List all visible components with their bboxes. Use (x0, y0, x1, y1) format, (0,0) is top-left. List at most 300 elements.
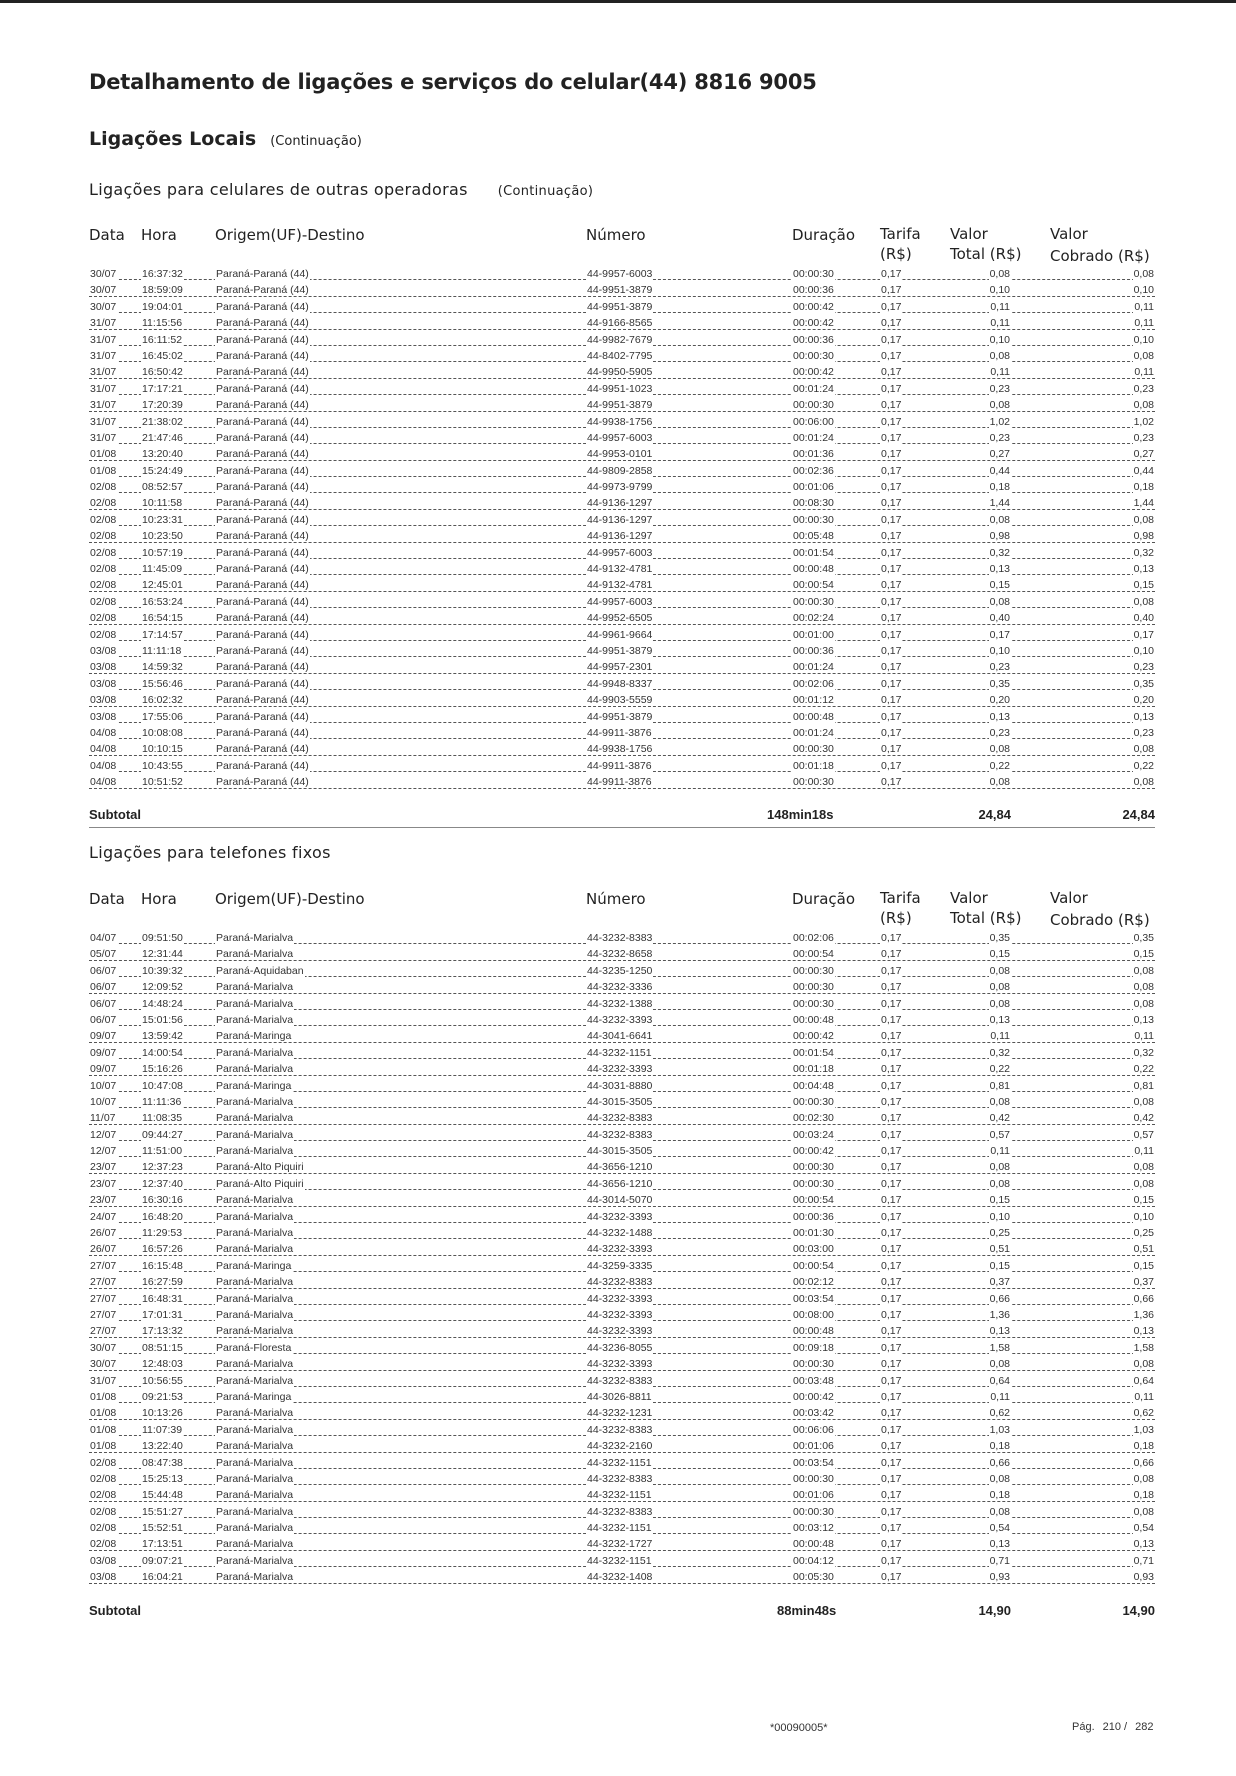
call-rate: 0,17 (881, 1030, 902, 1043)
call-time: 18:59:09 (142, 284, 183, 297)
table-row (89, 282, 1155, 298)
call-time: 14:48:24 (142, 997, 183, 1010)
table-row (89, 1389, 1155, 1405)
call-date: 31/07 (90, 399, 117, 412)
call-number: 44-3031-8880 (587, 1079, 653, 1092)
call-number: 44-3232-1151 (587, 1456, 652, 1469)
call-duration: 00:09:18 (793, 1341, 834, 1354)
call-origin-destination: Paraná-Parana (44) (216, 464, 309, 477)
call-total: 0,13 (989, 710, 1010, 723)
table-row (89, 1274, 1155, 1290)
call-time: 11:08:35 (142, 1112, 183, 1125)
call-duration: 00:02:12 (793, 1276, 834, 1289)
call-total: 0,08 (989, 743, 1010, 756)
call-time: 16:11:52 (142, 333, 183, 346)
call-number: 44-3232-1151 (587, 1489, 652, 1502)
call-charged: 0,08 (1133, 776, 1154, 789)
call-duration: 00:00:54 (793, 1194, 834, 1207)
call-charged: 0,18 (1133, 1440, 1154, 1453)
table-row (89, 348, 1155, 364)
call-duration: 00:00:30 (793, 981, 834, 994)
call-number: 44-3015-3505 (587, 1145, 653, 1158)
call-total: 0,10 (989, 284, 1010, 297)
call-date: 02/08 (90, 1456, 117, 1469)
call-duration: 00:00:36 (793, 644, 834, 657)
call-date: 02/08 (90, 1489, 117, 1502)
call-charged: 0,23 (1133, 431, 1154, 444)
call-duration: 00:00:54 (793, 948, 834, 961)
call-duration: 00:00:42 (793, 1145, 834, 1158)
call-number: 44-9938-1756 (587, 415, 653, 428)
call-time: 12:45:01 (142, 579, 183, 592)
call-date: 23/07 (90, 1161, 117, 1174)
table-row (89, 577, 1155, 593)
call-origin-destination: Paraná-Aquidaban (216, 964, 304, 977)
call-number: 44-9132-4781 (587, 579, 653, 592)
call-charged: 0,37 (1133, 1276, 1154, 1289)
call-time: 10:57:19 (142, 546, 183, 559)
call-duration: 00:00:30 (793, 1472, 834, 1485)
table-row (89, 1422, 1155, 1438)
call-date: 02/08 (90, 628, 117, 641)
call-charged: 0,13 (1133, 563, 1154, 576)
call-date: 30/07 (90, 1358, 117, 1371)
call-origin-destination: Paraná-Marialva (216, 1095, 294, 1108)
call-duration: 00:00:48 (793, 563, 834, 576)
call-time: 13:22:40 (142, 1440, 183, 1453)
call-number: 44-9951-3879 (587, 644, 653, 657)
table-row (89, 545, 1155, 561)
call-rate: 0,17 (881, 1522, 902, 1535)
call-time: 12:37:40 (142, 1177, 183, 1190)
call-date: 09/07 (90, 1030, 117, 1043)
call-time: 10:47:08 (142, 1079, 183, 1092)
celulares-subtotal (89, 805, 1155, 828)
table-row (89, 1110, 1155, 1126)
call-charged: 0,08 (1133, 595, 1154, 608)
call-origin-destination: Paraná-Paraná (44) (216, 366, 309, 379)
col-tarifa-line1: Tarifa (880, 225, 921, 243)
col-tarifa-line1: Tarifa (880, 889, 921, 907)
call-origin-destination: Paraná-Paraná (44) (216, 481, 309, 494)
call-time: 16:30:16 (142, 1194, 183, 1207)
call-rate: 0,17 (881, 300, 902, 313)
call-time: 21:47:46 (142, 431, 183, 444)
call-duration: 00:00:30 (793, 1161, 834, 1174)
call-origin-destination: Paraná-Paraná (44) (216, 333, 309, 346)
call-total: 0,08 (989, 1095, 1010, 1108)
call-origin-destination: Paraná-Paraná (44) (216, 399, 309, 412)
call-number: 44-9957-6003 (587, 431, 653, 444)
call-date: 27/07 (90, 1259, 117, 1272)
table-row (89, 397, 1155, 413)
call-origin-destination: Paraná-Marialva (216, 1013, 294, 1026)
call-charged: 0,08 (1133, 1472, 1154, 1485)
call-origin-destination: Paraná-Alto Piquiri (216, 1177, 304, 1190)
table-row (89, 1094, 1155, 1110)
call-time: 10:08:08 (142, 726, 183, 739)
call-charged: 0,08 (1133, 349, 1154, 362)
call-number: 44-3015-3505 (587, 1095, 653, 1108)
call-time: 15:44:48 (142, 1489, 183, 1502)
call-number: 44-3232-1151 (587, 1554, 652, 1567)
call-charged: 0,42 (1133, 1112, 1154, 1125)
call-charged: 0,08 (1133, 981, 1154, 994)
call-charged: 0,11 (1134, 1390, 1154, 1403)
call-total: 0,10 (989, 1210, 1010, 1223)
call-time: 16:27:59 (142, 1276, 183, 1289)
call-duration: 00:00:30 (793, 743, 834, 756)
call-time: 14:59:32 (142, 661, 183, 674)
call-number: 44-3232-1151 (587, 1522, 652, 1535)
call-origin-destination: Paraná-Marialva (216, 1145, 294, 1158)
call-number: 44-9957-6003 (587, 595, 653, 608)
table-row (89, 1487, 1155, 1503)
call-duration: 00:00:30 (793, 268, 834, 280)
call-number: 44-3232-3336 (587, 981, 653, 994)
call-charged: 1,03 (1133, 1423, 1154, 1436)
call-rate: 0,17 (881, 349, 902, 362)
call-number: 44-3232-8383 (587, 1505, 653, 1518)
call-total: 0,93 (989, 1571, 1010, 1584)
call-time: 17:20:39 (142, 399, 183, 412)
call-duration: 00:04:48 (793, 1079, 834, 1092)
call-duration: 00:01:54 (793, 1046, 834, 1059)
call-duration: 00:00:42 (793, 366, 834, 379)
call-time: 09:51:50 (142, 932, 183, 944)
call-number: 44-3656-1210 (587, 1177, 653, 1190)
call-total: 0,15 (989, 1259, 1010, 1272)
call-number: 44-3014-5070 (587, 1194, 653, 1207)
call-date: 31/07 (90, 317, 117, 330)
call-total: 0,35 (989, 677, 1010, 690)
call-rate: 0,17 (881, 1145, 902, 1158)
call-number: 44-9903-5559 (587, 694, 653, 707)
call-rate: 0,17 (881, 981, 902, 994)
call-number: 44-9961-9664 (587, 628, 653, 641)
call-origin-destination: Paraná-Marialva (216, 1472, 294, 1485)
call-rate: 0,17 (881, 1177, 902, 1190)
call-time: 12:09:52 (142, 981, 183, 994)
call-duration: 00:00:36 (793, 333, 834, 346)
call-number: 44-3232-1231 (587, 1407, 653, 1420)
call-number: 44-9957-6003 (587, 546, 653, 559)
call-origin-destination: Paraná-Marialva (216, 1063, 294, 1076)
call-total: 0,23 (989, 431, 1010, 444)
call-rate: 0,17 (881, 415, 902, 428)
table-row (89, 1438, 1155, 1454)
call-number: 44-3232-3393 (587, 1325, 653, 1338)
call-duration: 00:03:00 (793, 1243, 834, 1256)
table-row (89, 1028, 1155, 1044)
call-charged: 0,32 (1133, 1046, 1154, 1059)
call-time: 10:11:58 (142, 497, 183, 510)
call-total: 0,22 (989, 1063, 1010, 1076)
table-row (89, 610, 1155, 626)
call-rate: 0,17 (881, 1079, 902, 1092)
call-date: 03/08 (90, 710, 117, 723)
call-origin-destination: Paraná-Marialva (216, 932, 294, 944)
call-charged: 0,08 (1133, 1095, 1154, 1108)
call-charged: 0,13 (1133, 1538, 1154, 1551)
table-row (89, 725, 1155, 741)
table-row (89, 512, 1155, 528)
call-time: 16:48:20 (142, 1210, 183, 1223)
call-origin-destination: Paraná-Marialva (216, 1292, 294, 1305)
call-number: 44-3232-3393 (587, 1063, 653, 1076)
call-time: 13:20:40 (142, 448, 183, 461)
subtotal-duration: 148min18s (767, 807, 834, 822)
call-rate: 0,17 (881, 1325, 902, 1338)
table-row (89, 741, 1155, 757)
call-time: 21:38:02 (142, 415, 183, 428)
call-date: 09/07 (90, 1046, 117, 1059)
call-rate: 0,17 (881, 948, 902, 961)
call-duration: 00:00:42 (793, 300, 834, 313)
call-total: 0,10 (989, 644, 1010, 657)
call-number: 44-9951-3879 (587, 399, 653, 412)
call-total: 0,10 (989, 333, 1010, 346)
call-total: 0,23 (989, 726, 1010, 739)
call-total: 0,11 (990, 300, 1010, 313)
call-total: 0,08 (989, 1358, 1010, 1371)
call-number: 44-9950-5905 (587, 366, 653, 379)
call-time: 17:14:57 (142, 628, 183, 641)
call-total: 0,08 (989, 595, 1010, 608)
subtotal-label: Subtotal (89, 807, 141, 822)
call-time: 16:02:32 (142, 694, 183, 707)
call-origin-destination: Paraná-Marialva (216, 1554, 294, 1567)
call-duration: 00:01:18 (793, 759, 834, 772)
call-date: 12/07 (90, 1145, 117, 1158)
call-number: 44-9911-3876 (587, 776, 652, 789)
call-number: 44-3232-1488 (587, 1227, 653, 1240)
table-row (89, 528, 1155, 544)
call-time: 11:45:09 (142, 563, 183, 576)
col-total-line1: Valor (950, 889, 988, 907)
call-total: 0,51 (989, 1243, 1010, 1256)
table-row (89, 561, 1155, 577)
call-duration: 00:00:30 (793, 1358, 834, 1371)
call-date: 02/08 (90, 579, 117, 592)
call-rate: 0,17 (881, 481, 902, 494)
call-charged: 0,51 (1133, 1243, 1154, 1256)
call-total: 0,08 (989, 1161, 1010, 1174)
call-origin-destination: Paraná-Paraná (44) (216, 497, 309, 510)
col-data: Data (89, 890, 125, 908)
call-total: 0,15 (989, 948, 1010, 961)
call-number: 44-9982-7679 (587, 333, 653, 346)
call-number: 44-3232-1727 (587, 1538, 653, 1551)
table-row (89, 643, 1155, 659)
call-duration: 00:01:30 (793, 1227, 834, 1240)
call-number: 44-9973-9799 (587, 481, 653, 494)
call-time: 08:51:15 (142, 1341, 183, 1354)
table-row (89, 414, 1155, 430)
call-origin-destination: Paraná-Marialva (216, 1374, 294, 1387)
call-rate: 0,17 (881, 1456, 902, 1469)
call-rate: 0,17 (881, 1571, 902, 1584)
call-rate: 0,17 (881, 1292, 902, 1305)
call-rate: 0,17 (881, 1243, 902, 1256)
call-charged: 0,27 (1133, 448, 1154, 461)
call-charged: 0,20 (1133, 694, 1154, 707)
call-date: 24/07 (90, 1210, 117, 1223)
call-charged: 0,32 (1133, 546, 1154, 559)
fixos-title: Ligações para telefones fixos (89, 843, 331, 862)
call-total: 0,23 (989, 661, 1010, 674)
table-row (89, 1127, 1155, 1143)
call-total: 0,81 (989, 1079, 1010, 1092)
call-date: 01/08 (90, 1390, 117, 1403)
call-total: 0,08 (989, 1505, 1010, 1518)
col-duracao: Duração (792, 890, 856, 908)
col-tarifa-line2: (R$) (880, 909, 912, 927)
call-rate: 0,17 (881, 1440, 902, 1453)
table-row (89, 1258, 1155, 1274)
call-time: 13:59:42 (142, 1030, 183, 1043)
table-row (89, 332, 1155, 348)
call-origin-destination: Paraná-Marialva (216, 1358, 294, 1371)
col-cobrado-line2: Cobrado (R$) (1050, 247, 1150, 265)
call-rate: 0,17 (881, 1259, 902, 1272)
call-total: 0,22 (989, 759, 1010, 772)
call-total: 0,11 (990, 1145, 1010, 1158)
call-time: 10:51:52 (142, 776, 183, 789)
call-date: 02/08 (90, 513, 117, 526)
table-row (89, 1159, 1155, 1175)
call-duration: 00:03:48 (793, 1374, 834, 1387)
call-rate: 0,17 (881, 1308, 902, 1321)
call-time: 14:00:54 (142, 1046, 183, 1059)
call-rate: 0,17 (881, 644, 902, 657)
call-rate: 0,17 (881, 677, 902, 690)
call-total: 0,66 (989, 1456, 1010, 1469)
call-rate: 0,17 (881, 694, 902, 707)
col-hora: Hora (141, 226, 177, 244)
col-total (950, 224, 1021, 264)
call-date: 06/07 (90, 1013, 117, 1026)
call-charged: 0,08 (1133, 1358, 1154, 1371)
call-origin-destination: Paraná-Marialva (216, 1456, 294, 1469)
call-rate: 0,17 (881, 1374, 902, 1387)
page-total: 282 (1135, 1721, 1154, 1733)
call-rate: 0,17 (881, 497, 902, 510)
call-charged: 1,58 (1133, 1341, 1154, 1354)
call-time: 16:53:24 (142, 595, 183, 608)
call-rate: 0,17 (881, 1128, 902, 1141)
call-duration: 00:05:48 (793, 530, 834, 543)
call-charged: 1,02 (1133, 415, 1154, 428)
call-date: 27/07 (90, 1308, 117, 1321)
table-row (89, 1061, 1155, 1077)
call-date: 05/07 (90, 948, 117, 961)
call-rate: 0,17 (881, 448, 902, 461)
call-duration: 00:01:24 (793, 661, 834, 674)
call-charged: 0,81 (1133, 1079, 1154, 1092)
call-time: 10:56:55 (142, 1374, 183, 1387)
call-charged: 0,10 (1133, 333, 1154, 346)
fixos-subtotal (89, 1601, 1155, 1623)
call-rate: 0,17 (881, 1489, 902, 1502)
call-origin-destination: Paraná-Paraná (44) (216, 431, 309, 444)
call-charged: 0,08 (1133, 1177, 1154, 1190)
call-date: 06/07 (90, 964, 117, 977)
call-duration: 00:03:54 (793, 1456, 834, 1469)
call-charged: 0,13 (1133, 1013, 1154, 1026)
call-duration: 00:01:54 (793, 546, 834, 559)
table-row (89, 1225, 1155, 1241)
call-time: 16:50:42 (142, 366, 183, 379)
col-duracao: Duração (792, 226, 856, 244)
call-time: 16:37:32 (142, 268, 183, 280)
call-total: 0,20 (989, 694, 1010, 707)
call-date: 06/07 (90, 997, 117, 1010)
call-duration: 00:00:30 (793, 1505, 834, 1518)
call-number: 44-3232-3393 (587, 1308, 653, 1321)
table-row (89, 495, 1155, 511)
call-origin-destination: Paraná-Marialva (216, 1538, 294, 1551)
call-total: 0,71 (989, 1554, 1010, 1567)
call-date: 02/08 (90, 497, 117, 510)
col-tarifa (880, 888, 921, 928)
call-date: 01/08 (90, 448, 117, 461)
table-row (89, 446, 1155, 462)
call-charged: 0,23 (1133, 382, 1154, 395)
call-origin-destination: Paraná-Paraná (44) (216, 579, 309, 592)
call-charged: 0,08 (1133, 513, 1154, 526)
call-date: 01/08 (90, 464, 117, 477)
table-row (89, 479, 1155, 495)
call-rate: 0,17 (881, 513, 902, 526)
call-duration: 00:03:12 (793, 1522, 834, 1535)
call-rate: 0,17 (881, 399, 902, 412)
table-row (89, 1176, 1155, 1192)
document-code: *00090005* (770, 1722, 828, 1734)
call-duration: 00:06:06 (793, 1423, 834, 1436)
call-charged: 1,36 (1133, 1308, 1154, 1321)
call-charged: 0,08 (1133, 1505, 1154, 1518)
call-duration: 00:00:30 (793, 1177, 834, 1190)
call-duration: 00:02:24 (793, 612, 834, 625)
call-total: 0,13 (989, 563, 1010, 576)
call-total: 0,08 (989, 1177, 1010, 1190)
call-time: 17:13:51 (142, 1538, 183, 1551)
call-origin-destination: Paraná-Marialva (216, 981, 294, 994)
col-numero: Número (586, 226, 646, 244)
col-total-line2: Total (R$) (950, 245, 1022, 263)
table-row (89, 381, 1155, 397)
call-charged: 0,08 (1133, 268, 1154, 280)
table-row (89, 1356, 1155, 1372)
call-number: 44-3232-3393 (587, 1013, 653, 1026)
call-charged: 0,10 (1133, 644, 1154, 657)
call-date: 11/07 (90, 1112, 116, 1125)
subtotal-cobrado: 24,84 (1122, 807, 1155, 822)
call-date: 27/07 (90, 1292, 117, 1305)
call-total: 1,44 (989, 497, 1010, 510)
call-duration: 00:01:24 (793, 431, 834, 444)
subtotal-total: 14,90 (978, 1603, 1011, 1618)
call-time: 11:07:39 (142, 1423, 183, 1436)
call-number: 44-9938-1756 (587, 743, 653, 756)
call-origin-destination: Paraná-Paraná (44) (216, 382, 309, 395)
call-origin-destination: Paraná-Paraná (44) (216, 759, 309, 772)
call-total: 0,11 (990, 1030, 1010, 1043)
table-row (89, 930, 1155, 946)
table-row (89, 1192, 1155, 1208)
call-time: 12:37:23 (142, 1161, 183, 1174)
